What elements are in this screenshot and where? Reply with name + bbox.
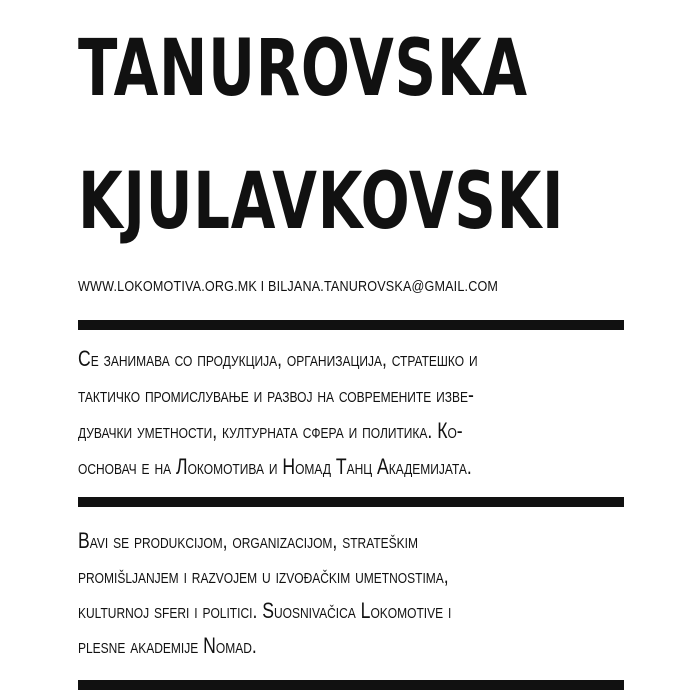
bio-macedonian-line: тактичко промислување и развој на современите изве-: [78, 382, 474, 407]
name-line-second: KJULAVKOVSKI: [78, 157, 565, 247]
bio-croatian-line: kulturnoj sferi i politici. Suosnivačica Lokomotive i: [78, 598, 452, 623]
divider-bottom: [78, 680, 624, 690]
bio-macedonian-line: основач е на Локомотива и Номад Танц Академијата.: [78, 454, 472, 479]
name-line-first: TANUROVSKA: [78, 24, 528, 114]
bio-macedonian-line: Се занимава со продукција, организација, стратешко и: [78, 346, 478, 371]
bio-croatian-line: Bavi se produkcijom, organizacijom, strateškim: [78, 528, 418, 553]
bio-croatian-line: promišljanjem i razvojem u izvođačkim umetnostima,: [78, 563, 449, 588]
bio-croatian-line: plesne akademije Nomad.: [78, 633, 257, 658]
bio-croatian: [78, 523, 451, 663]
bio-macedonian-line: дувачки уметности, културната сфера и политика. Ко-: [78, 418, 463, 443]
bio-macedonian: [78, 341, 478, 485]
divider-middle: [78, 497, 624, 507]
contact-line: WWW.LOKOMOTIVA.ORG.MK I BILJANA.TANUROVSKA@GMAIL.COM: [78, 278, 499, 295]
profile-page: [78, 0, 624, 700]
divider-top: [78, 320, 624, 330]
